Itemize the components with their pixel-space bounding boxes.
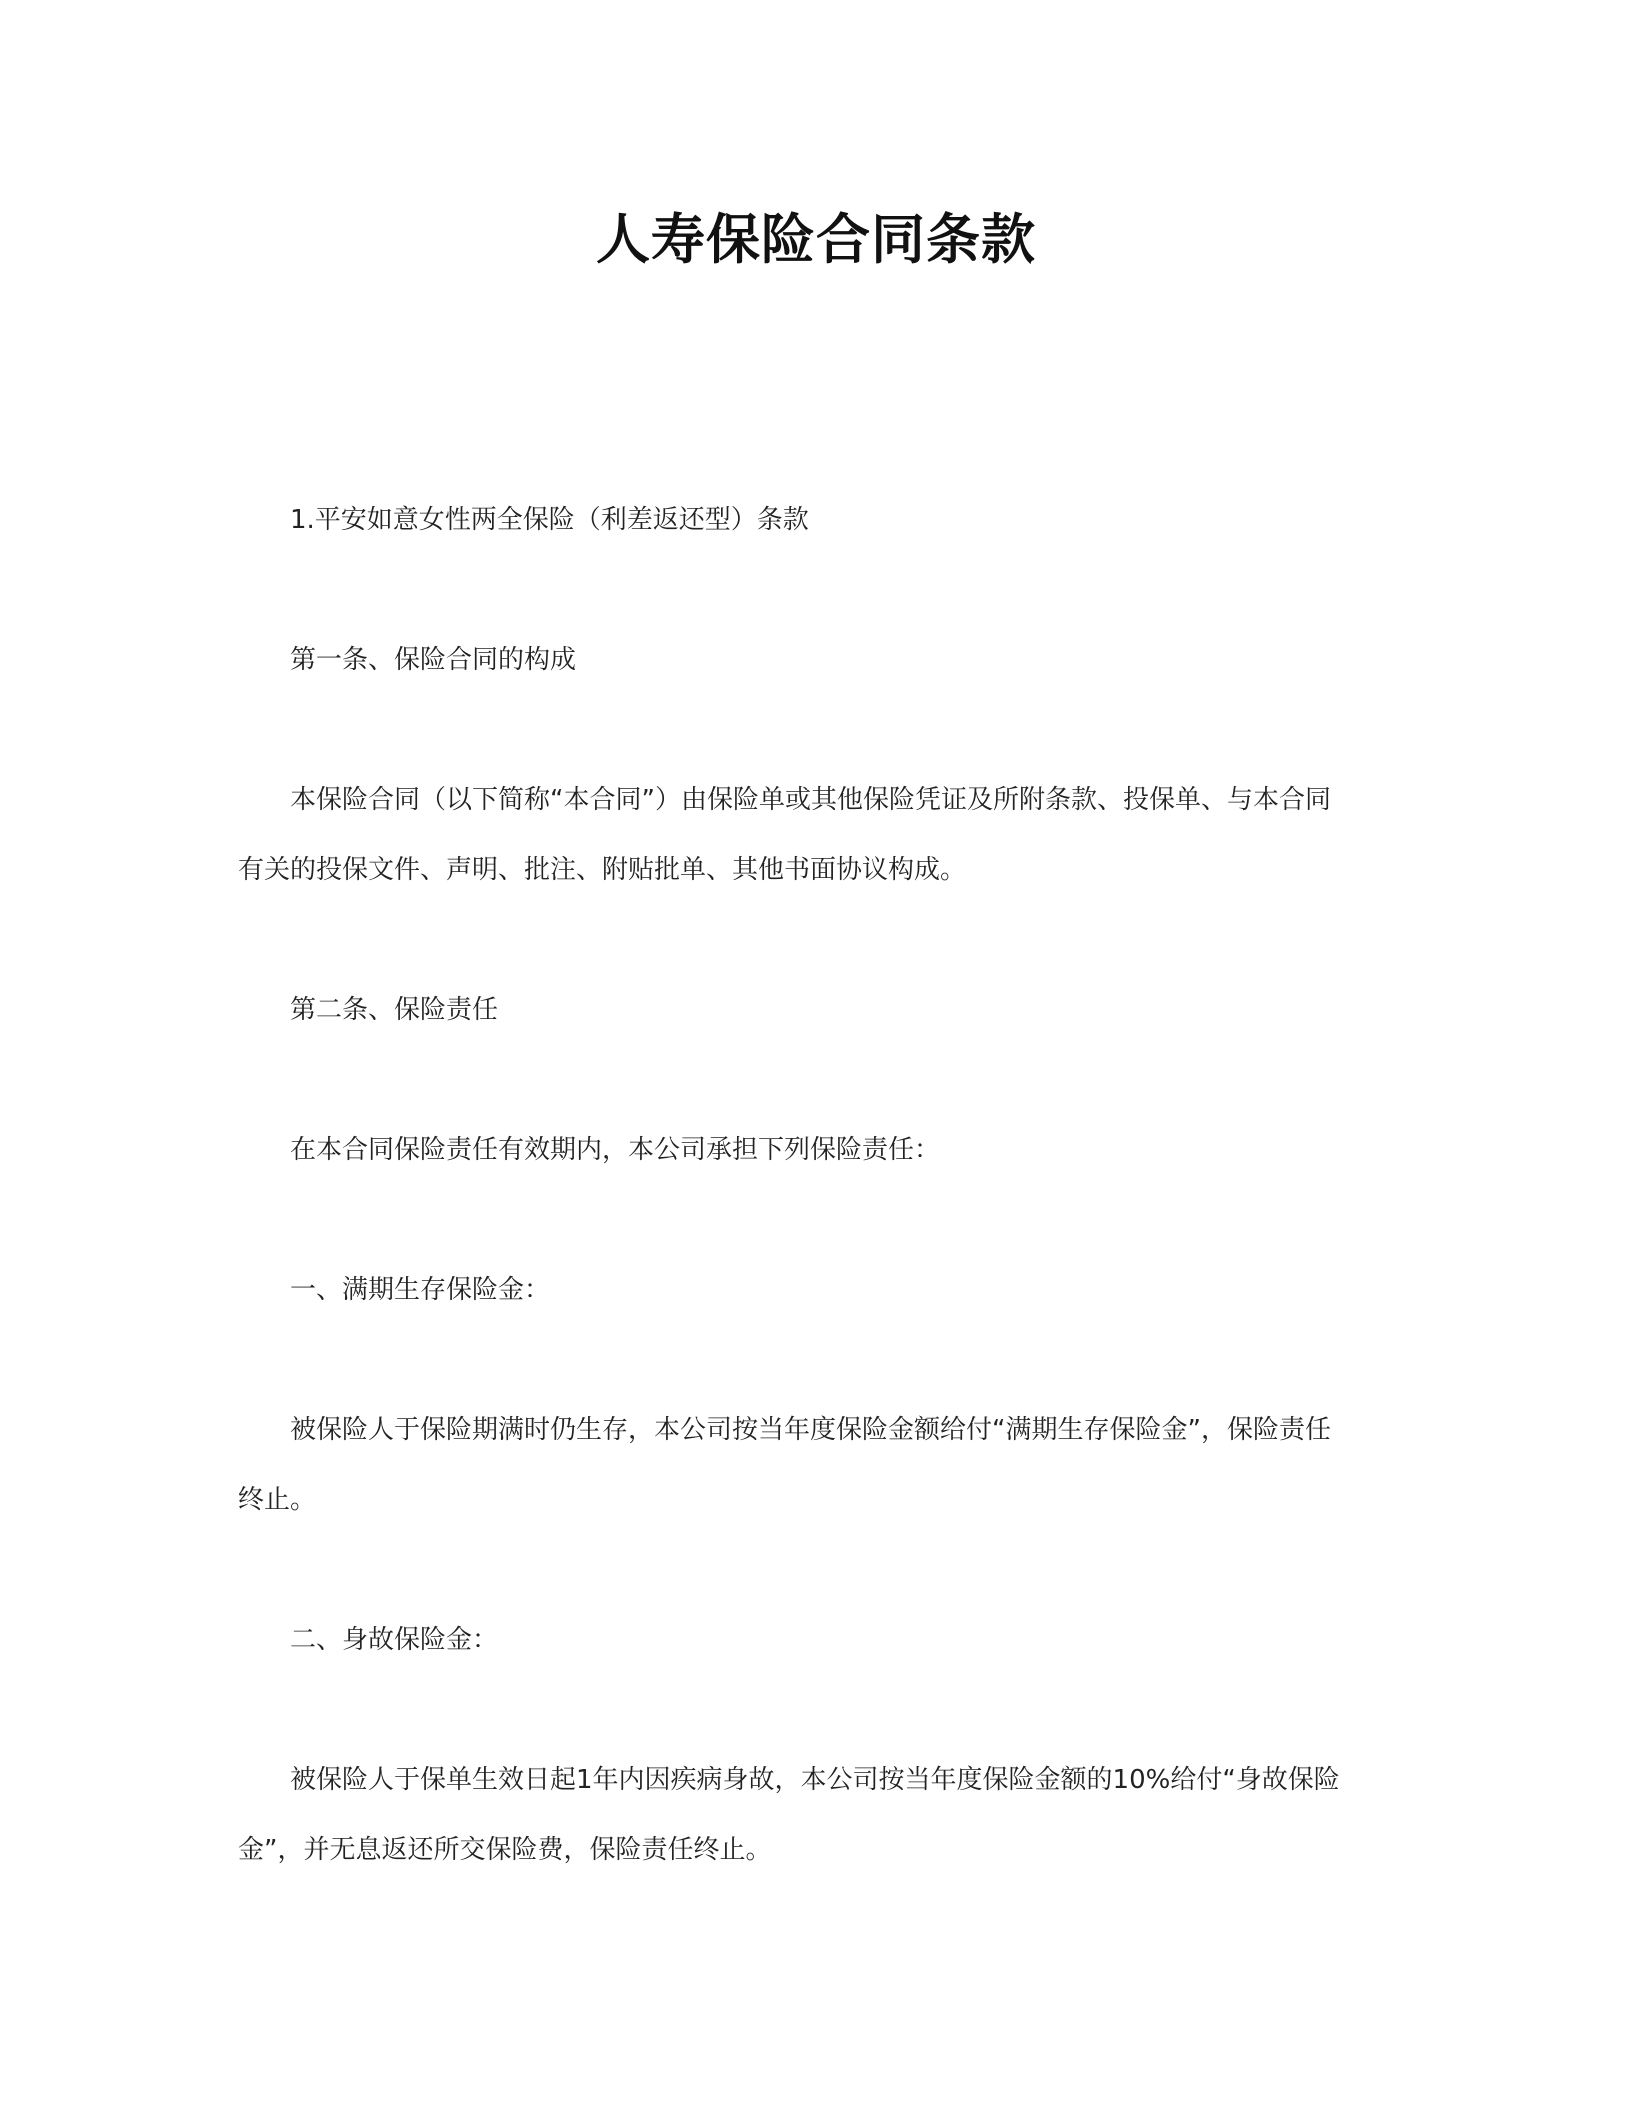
item-2-body-line-2: 金”，并无息返还所交保险费，保险责任终止。 (238, 1835, 772, 1865)
article-2-heading (238, 975, 1398, 1045)
article-2-intro (238, 1115, 1398, 1185)
article-2-heading-text: 第二条、保险责任 (290, 995, 499, 1025)
article-1-heading-text: 第一条、保险合同的构成 (290, 645, 577, 675)
document-title: 人寿保险合同条款 (596, 208, 1036, 271)
section-heading (238, 485, 1398, 555)
item-1-body-line-1: 被保险人于保险期满时仍生存，本公司按当年度保险金额给付“满期生存保险金”，保险责任 (290, 1415, 1331, 1445)
item-1-body (238, 1395, 1398, 1535)
item-1-heading-text: 一、满期生存保险金： (290, 1275, 551, 1305)
item-1-heading (238, 1255, 1398, 1325)
item-2-body (238, 1745, 1398, 1885)
article-1-body (238, 765, 1398, 905)
article-1-heading (238, 625, 1398, 695)
item-1-body-line-2: 终止。 (238, 1485, 317, 1515)
article-2-intro-text: 在本合同保险责任有效期内，本公司承担下列保险责任： (290, 1135, 941, 1165)
item-2-body-line-1: 被保险人于保单生效日起1年内因疾病身故，本公司按当年度保险金额的10%给付“身故保险 (290, 1765, 1340, 1795)
section-heading-text: 1.平安如意女性两全保险（利差返还型）条款 (290, 505, 809, 535)
item-2-heading (238, 1605, 1398, 1675)
item-2-heading-text: 二、身故保险金： (290, 1625, 499, 1655)
article-1-body-line-2: 有关的投保文件、声明、批注、附贴批单、其他书面协议构成。 (238, 855, 967, 885)
article-1-body-line-1: 本保险合同（以下简称“本合同”）由保险单或其他保险凭证及所附条款、投保单、与本合同 (290, 785, 1331, 815)
